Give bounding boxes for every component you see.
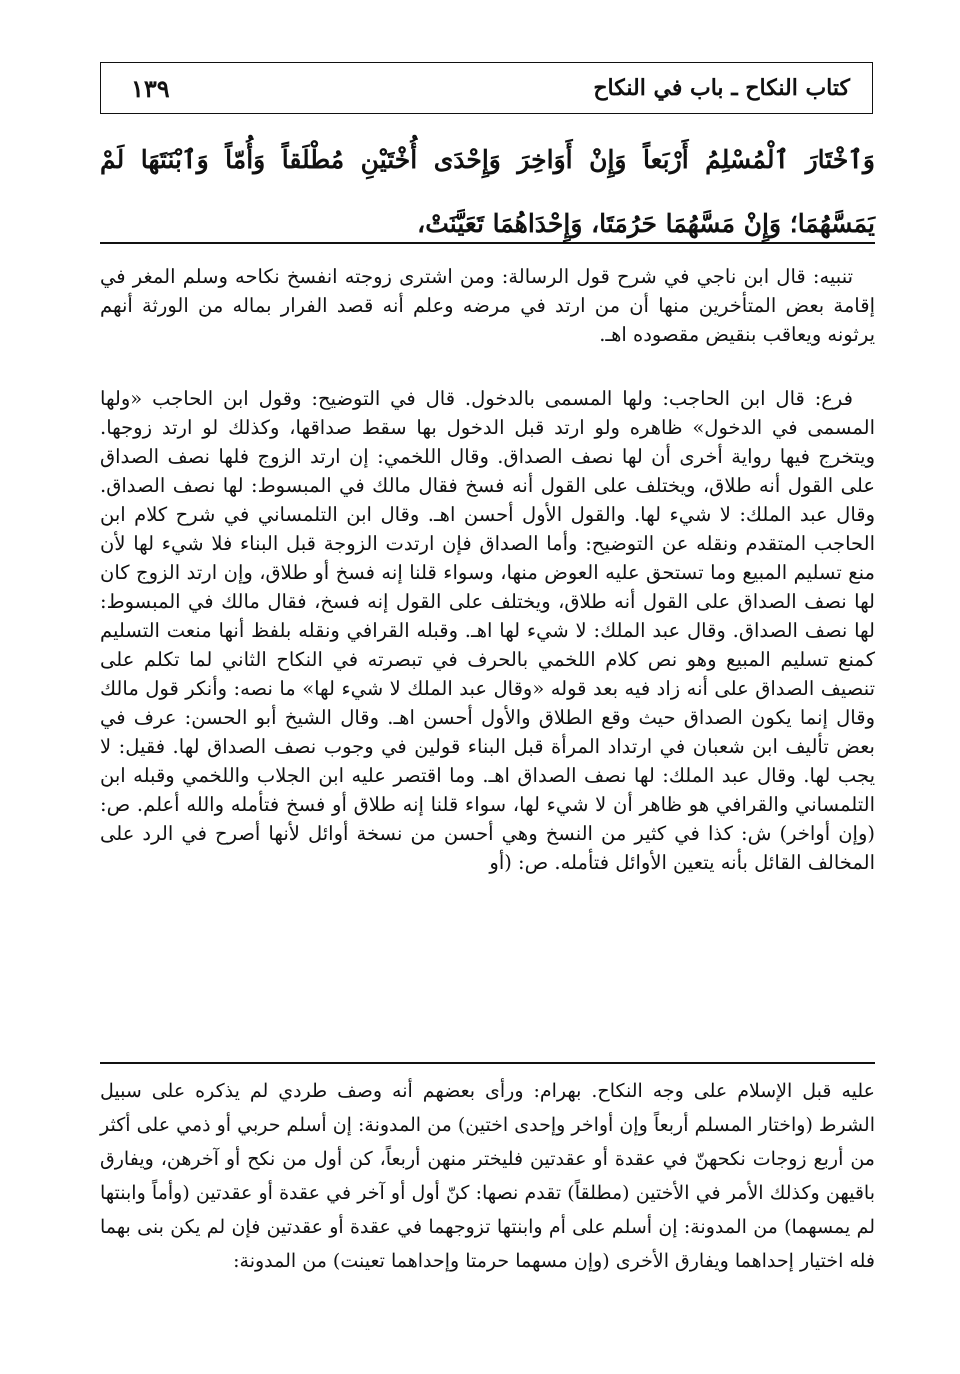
divider-top [100, 242, 875, 244]
divider-bottom [100, 1062, 875, 1064]
running-header [100, 62, 873, 114]
page-number: ١٣٩ [131, 73, 170, 103]
book-page [100, 62, 875, 1324]
chapter-title: كتاب النكاح ـ باب في النكاح [593, 75, 850, 101]
commentary-paragraph-1: تنبيه: قال ابن ناجي في شرح قول الرسالة: ومن اشترى زوجته انفسخ نكاحه وسلم المغر في إقامة بعض المتأخرين منها أن من ارتد في مرضه وعلم أنه قصد الفرار بماله من الورثة أنهم يرثونه ويعاقب بنقيض مقصوده اهـ. [100, 265, 875, 346]
footnote-text: عليه قبل الإسلام على وجه النكاح. بهرام: ورأى بعضهم أنه وصف طردي لم يذكره على سبيل الشرط (واختار المسلم أربعاً وإن أواخر وإحدى اختين) من المدونة: إن أسلم حربي أو ذمي على أكثر من أربع زوجات نكحهنّ في عقدة أو عقدتين فليختر منهن أربعاً، كن أول من نكح أو آخرهن، ويفارق باقيهن وكذلك الأمر في الأختين (مطلقاً) تقدم نصها: كنّ أول أو آخر في عقدة أو عقدتين (وأماً وابنتها لم يمسهما) من المدونة: إن أسلم على أم وابنتها تزوجهما في عقدة أو عقدتين فإن لم يكن بنى بهما فله اختيار إحداهما ويفارق الأخرى (وإن مسهما حرمتا وإحداهما تعينت) من المدونة: [100, 1080, 875, 1272]
main-text: وَٱخْتَارَ ٱلْمُسْلِمُ أَرْبَعاً وَإِنْ أَوَاخِرَ وَإِحْدَى أُخْتَيْنِ مُطْلَقاً وَأُمّاً وَٱبْنَتَهَا لَمْ يَمَسَّهُمَا؛ وَإِنْ مَسَّهُمَا حَرُمَتَا، وَإِحْدَاهُمَا تَعَيَّنَتْ، [100, 145, 875, 238]
commentary-paragraph-2: فرع: قال ابن الحاجب: ولها المسمى بالدخول. قال في التوضيح: وقول ابن الحاجب «ولها المسمى في الدخول» ظاهره ولو ارتد قبل الدخول بها سقط صداقها، وكذلك لو ارتد زوجها. ويتخرج فيها رواية أخرى أن لها نصف الصداق. وقال اللخمي: إن ارتد الزوج فلها نصف الصداق على القول أنه طلاق، ويختلف على القول أنه فسخ فقال مالك في المبسوط: لها نصف الصداق. وقال عبد الملك: لا شيء لها. والقول الأول أحسن اهـ. وقال ابن التلمساني في شرح كلام ابن الحاجب المتقدم ونقله عن التوضيح: وأما الصداق فإن ارتدت الزوجة قبل البناء فلا شيء لها لأن منع تسليم المبيع وما تستحق عليه العوض منها، وسواء قلنا إنه فسخ أو طلاق، وإن ارتد الزوج كان لها نصف الصداق على القول أنه طلاق، ويختلف على القول إنه فسخ، فقال مالك في المبسوط: لها نصف الصداق. وقال عبد الملك: لا شيء لها اهـ. وقبله القرافي ونقله بلفظ أنها منعت التسليم كمنع تسليم المبيع وهو نص كلام اللخمي بالحرف في تبصرته في النكاح الثاني لما تكلم على تنصيف الصداق على أنه زاد فيه بعد قوله «وقال عبد الملك لا شيء لها» ما نصه: وأنكر قول مالك وقال إنما يكون الصداق حيث وقع الطلاق والأول أحسن اهـ. وقال الشيخ أبو الحسن: عرف في بعض تأليف ابن شعبان في ارتداد المرأة قبل البناء قولين في وجوب نصف الصداق لها. فقيل: لا يجب لها. وقال عبد الملك: لها نصف الصداق اهـ. وما اقتصر عليه ابن الجلاب واللخمي وقبله ابن التلمساني والقرافي هو ظاهر أن لا شيء لها، سواء قلنا إنه طلاق أو فسخ فتأمله والله أعلم. ص: (وإن أواخر) ش: كذا في كثير من النسخ وهي أحسن من نسخة أوائل لأنها أصرح في الرد على المخالف القائل بأنه يتعين الأوائل فتأمله. ص: (أو [100, 387, 875, 874]
